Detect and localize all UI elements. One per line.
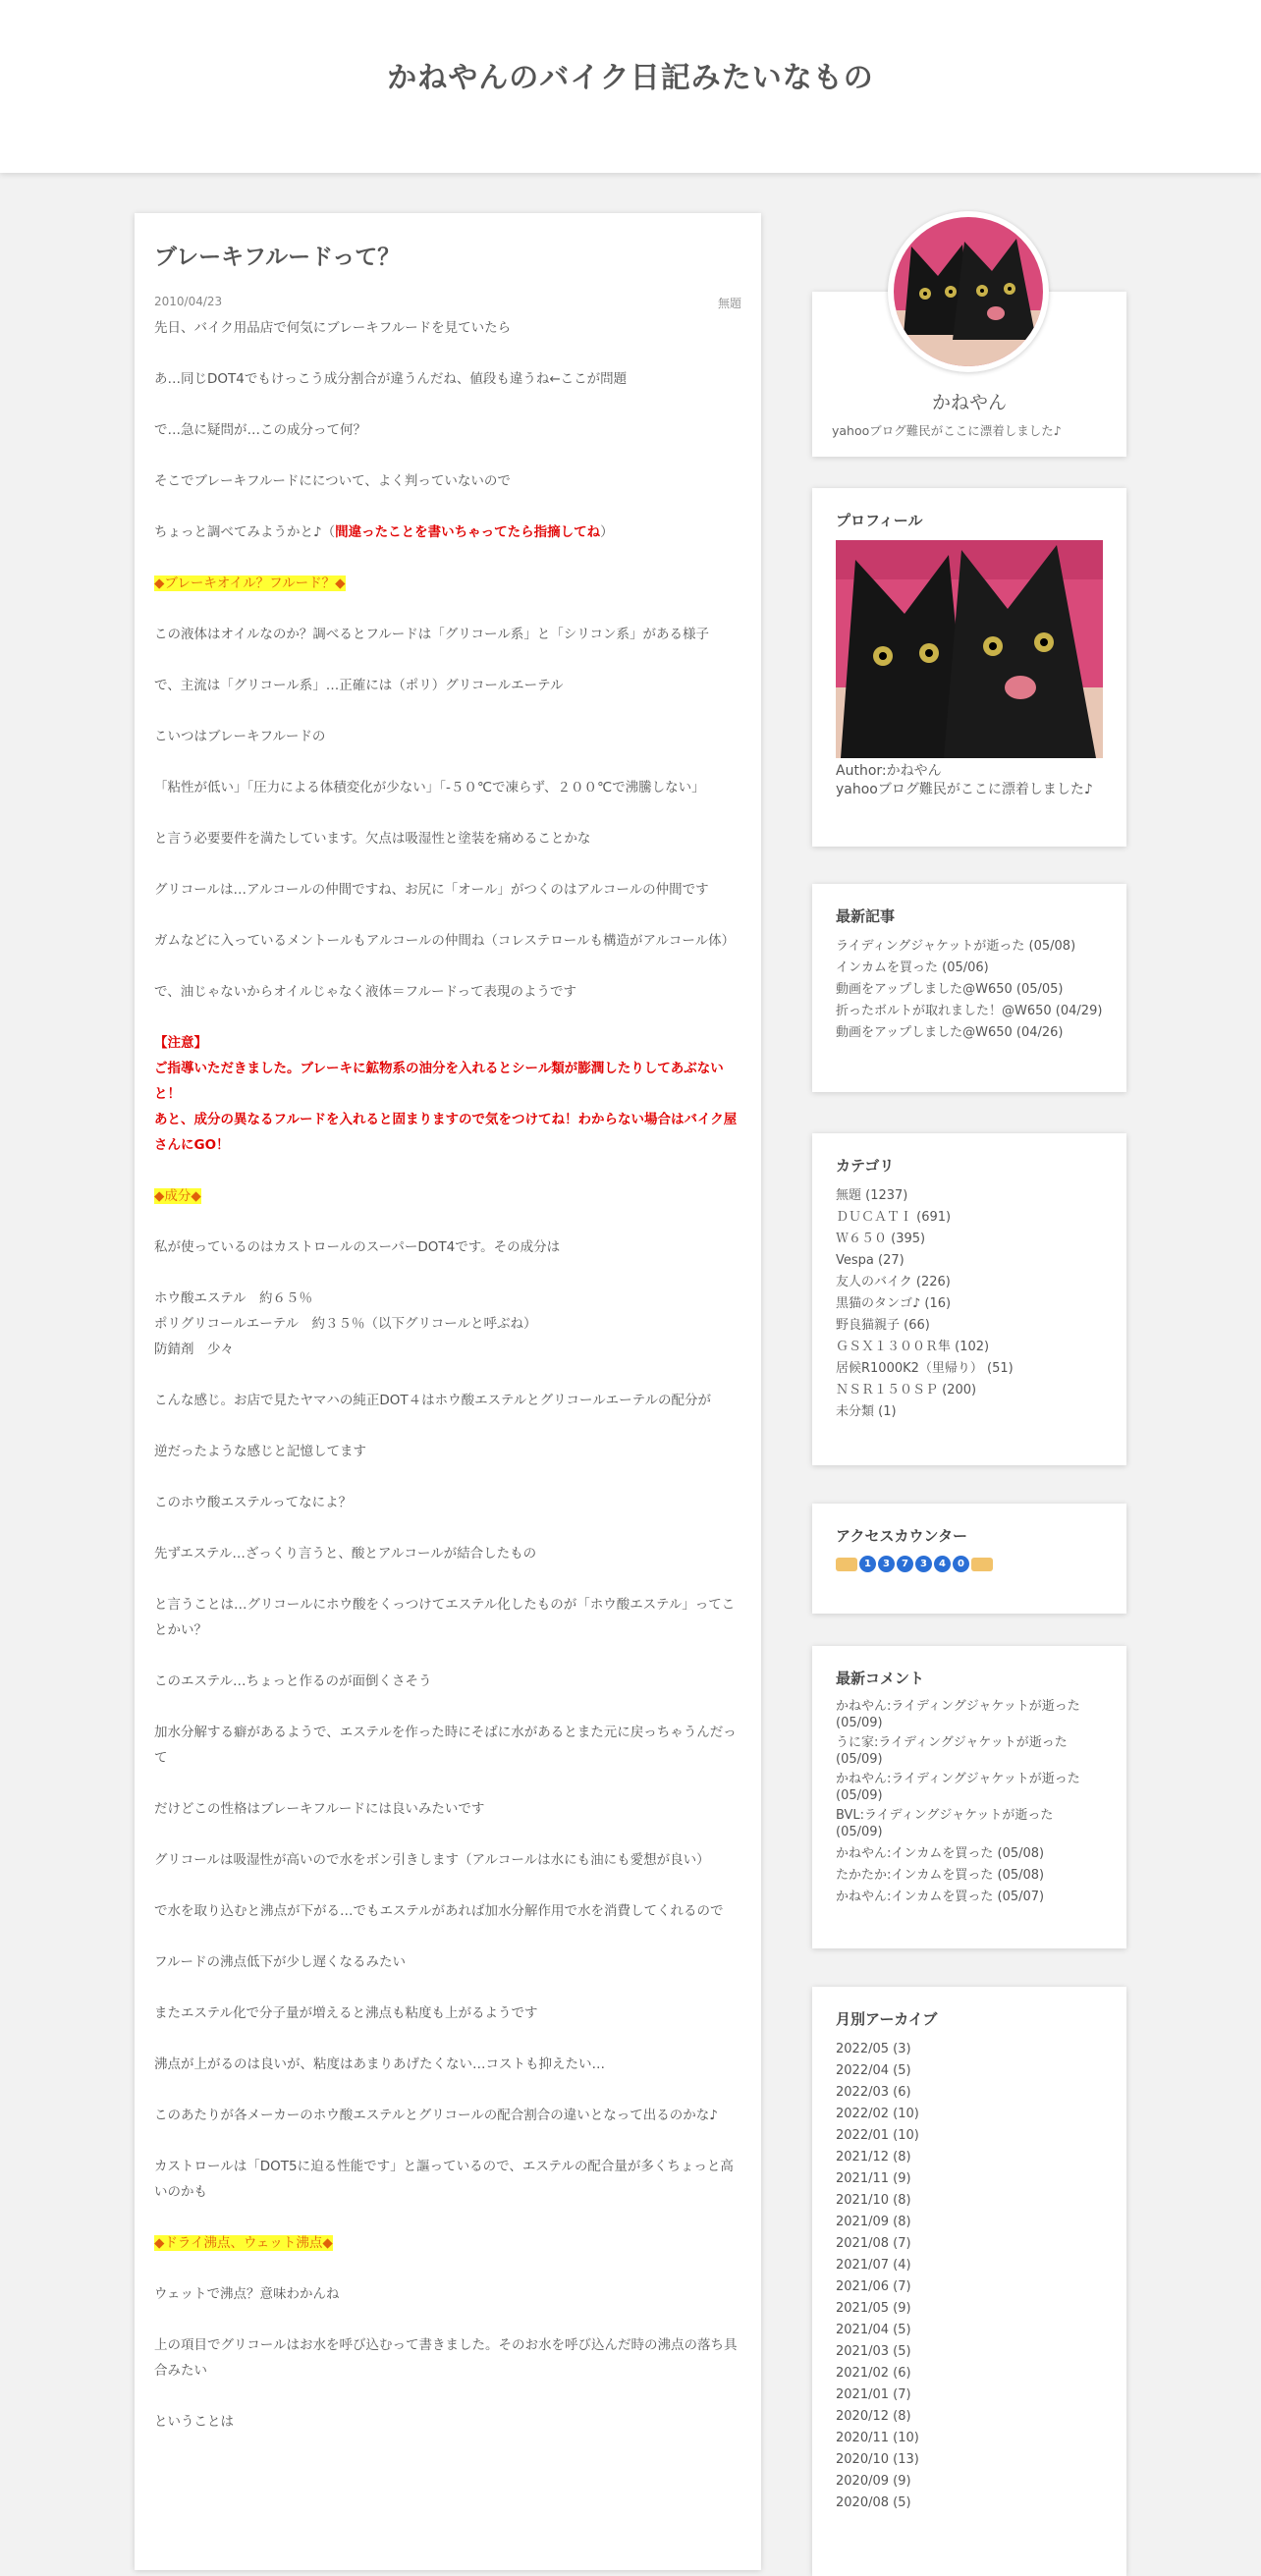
archive-link[interactable]: 2022/02 (10) [836,2107,919,2121]
article-paragraph: ということは [154,2414,234,2430]
article-paragraph: グリコールは吸湿性が高いので水をボン引きします（アルコールは水にも油にも愛想が良い） [154,1852,710,1868]
archive-link[interactable]: 2021/02 (6) [836,2366,911,2381]
archive-link[interactable]: 2021/03 (5) [836,2344,911,2359]
profile-title: プロフィール [836,512,923,529]
article-paragraph: 逆だったような感じと記憶してます [154,1444,366,1459]
recent-comments-list [836,1698,1103,1908]
category-link[interactable]: ＮＳＲ１５０ＳＰ (200) [836,1383,977,1398]
article-paragraph: 先日、バイク用品店で何気にブレーキフルードを見ていたら [154,320,512,336]
archive-link[interactable]: 2020/10 (13) [836,2452,919,2467]
archive-link[interactable]: 2021/11 (9) [836,2171,911,2186]
black-cats-photo [894,217,1043,366]
counter-digit: 7 [897,1556,913,1572]
warning-note: 【注意】 ご指導いただきました。ブレーキに鉱物系の油分を入れるとシール類が膨潤したりしてあぶないと！ あと、成分の異なるフルードを入れると固まりますので気をつけてね！わからない場合はバイク屋さんにGO！ [154,1035,738,1153]
archive-widget [812,1987,1126,2576]
archive-link[interactable]: 2021/08 (7) [836,2236,911,2251]
article-paragraph: 沸点が上がるのは良いが、粘度はあまりあげたくない…コストも抑えたい… [154,2056,605,2072]
archive-link[interactable]: 2022/05 (3) [836,2042,911,2056]
article-paragraph: ホウ酸エステル 約６５％ ポリグリコールエーテル 約３５％（以下グリコールと呼ぶね） 防錆剤 少々 [154,1290,537,1357]
recent-post-link[interactable]: 折ったボルトが取れました！@W650 (04/29) [836,1004,1103,1018]
article-paragraph: この液体はオイルなのか？調べるとフルードは「グリコール系」と「シリコン系」がある様子 [154,627,709,642]
article-paragraph: こんな感じ。お店で見たヤマハの純正DOT４はホウ酸エステルとグリコールエーテルの配分が [154,1393,711,1408]
counter-digit: 0 [953,1556,969,1572]
archive-link[interactable]: 2021/06 (7) [836,2279,911,2294]
article-paragraph [154,1183,743,1209]
category-link[interactable]: 未分類 (1) [836,1404,897,1419]
section-heading: ◆ドライ沸点、ウェット沸点◆ [154,2235,333,2251]
recent-post-link[interactable]: ライディングジャケットが逝った (05/08) [836,939,1076,954]
recent-post-link[interactable]: インカムを買った (05/06) [836,960,989,975]
profile-photo [836,540,1103,758]
archive-link[interactable]: 2021/04 (5) [836,2323,911,2337]
article-paragraph: グリコールは…アルコールの仲間ですね、お尻に「オール」がつくのはアルコールの仲間です [154,882,709,898]
category-link[interactable]: 友人のバイク (226) [836,1275,951,1289]
counter-digit: 3 [878,1556,895,1572]
profile-widget [812,488,1126,847]
archive-link[interactable]: 2021/09 (8) [836,2215,911,2229]
emphasis-text: 間違ったことを書いちゃってたら指摘してね [335,524,601,540]
article-paragraph: 加水分解する癖があるようで、エステルを作った時にそばに水があるとまた元に戻っちゃうんだって [154,1725,737,1766]
article-paragraph: で水を取り込むと沸点が下がる…でもエステルがあれば加水分解作用で水を消費してくれるので [154,1903,724,1919]
article-paragraph: ウェットで沸点？意味わかんね [154,2286,340,2302]
archive-link[interactable]: 2020/09 (9) [836,2474,911,2489]
archive-link[interactable]: 2021/05 (9) [836,2301,911,2316]
recent-posts-widget [812,884,1126,1092]
article-paragraph: そこでブレーキフルードにについて、よく判っていないので [154,473,511,489]
article-paragraph [154,2230,743,2256]
section-heading: ◆ブレーキオイル？フルード？◆ [154,575,346,591]
avatar[interactable] [888,211,1049,372]
archive-title: 月別アーカイブ [836,2010,938,2028]
recent-comment-link[interactable]: たかたか:インカムを買った (05/08) [836,1868,1045,1883]
article-paragraph: で、油じゃないからオイルじゃなく液体＝フルードって表現のようです [154,984,576,1000]
article-paragraph: 私が使っているのはカストロールのスーパーDOT4です。その成分は [154,1239,561,1255]
recent-posts-list [836,936,1103,1044]
profile-card-desc: yahooブログ難民がここに漂着しました♪ [832,423,1062,438]
article-paragraph: このあたりが各メーカーのホウ酸エステルとグリコールの配合割合の違いとなって出るのかな♪ [154,2108,718,2123]
counter-digit: 4 [934,1556,951,1572]
article-paragraph: 上の項目でグリコールはお水を呼び込むって書きました。そのお水を呼び込んだ時の沸点の落ち具合みたい [154,2337,738,2379]
archive-link[interactable]: 2022/03 (6) [836,2085,911,2100]
article-title[interactable]: ブレーキフルードって？ [154,245,401,270]
counter-cap-right [971,1558,993,1571]
profile-card-name: かねやん [931,392,1007,413]
article-paragraph: あ…同じDOT4でもけっこう成分割合が違うんだね、値段も違うね←ここが問題 [154,371,628,387]
category-link[interactable]: ＧＳＸ１３００Ｒ隼 (102) [836,1340,990,1354]
article-paragraph: 「粘性が低い」「圧力による体積変化が少ない」「-５０℃で凍らず、２００℃で沸騰しない」 [154,780,705,795]
section-heading: ◆成分◆ [154,1188,201,1204]
category-link[interactable]: 黒猫のタンゴ♪ (16) [836,1296,952,1311]
categories-widget [812,1133,1126,1465]
article-paragraph: 先ずエステル…ざっくり言うと、酸とアルコールが結合したもの [154,1546,537,1562]
archive-list [836,2039,1103,2514]
recent-comment-link[interactable]: かねやん:ライディングジャケットが逝った (05/09) [836,1699,1080,1730]
profile-author: Author:かねやん [836,763,942,779]
recent-posts-title: 最新記事 [836,907,896,925]
archive-link[interactable]: 2020/08 (5) [836,2495,911,2510]
profile-card [812,292,1126,457]
article-paragraph: と言うことは…グリコールにホウ酸をくっつけてエステル化したものが「ホウ酸エステル」ってことかい？ [154,1597,736,1638]
recent-comment-link[interactable]: かねやん:ライディングジャケットが逝った (05/09) [836,1772,1080,1803]
profile-desc: yahooブログ難民がここに漂着しました♪ [836,782,1093,797]
categories-list [836,1185,1103,1423]
article-paragraph: カストロールは「DOT5に迫る性能です」と謳っているので、エステルの配合量が多くちょっと高いのかも [154,2159,734,2200]
recent-comment-link[interactable]: かねやん:インカムを買った (05/07) [836,1890,1045,1904]
article-body [154,315,743,2460]
article-paragraph: と言う必要要件を満たしています。欠点は吸湿性と塗装を痛めることかな [154,831,591,847]
site-header [0,0,1261,173]
article-paragraph: で…急に疑問が…この成分って何？ [154,422,366,438]
recent-post-link[interactable]: 動画をアップしました@W650 (04/26) [836,1025,1064,1040]
article-paragraph: このホウ酸エステルってなによ？ [154,1495,353,1510]
recent-comments-widget [812,1646,1126,1948]
category-link[interactable]: Vespa (27) [836,1253,905,1268]
counter-title: アクセスカウンター [836,1527,967,1545]
access-counter-widget [812,1504,1126,1614]
category-link[interactable]: 野良猫親子 (66) [836,1318,930,1333]
article-paragraph: フルードの沸点低下が少し遅くなるみたい [154,1954,406,1970]
site-title[interactable]: かねやんのバイク日記みたいなもの [387,61,874,95]
archive-link[interactable]: 2020/12 (8) [836,2409,911,2424]
archive-link[interactable]: 2021/10 (8) [836,2193,911,2208]
archive-link[interactable]: 2020/11 (10) [836,2431,919,2445]
category-link[interactable]: Ｗ６５０ (395) [836,1232,926,1246]
archive-link[interactable]: 2021/07 (4) [836,2258,911,2273]
article-paragraph: ガムなどに入っているメントールもアルコールの仲間ね（コレステロールも構造がアルコール体） [154,933,736,949]
recent-comment-link[interactable]: BVL:ライディングジャケットが逝った (05/09) [836,1808,1054,1839]
archive-link[interactable]: 2022/04 (5) [836,2063,911,2078]
category-link[interactable]: 無題 (1237) [836,1188,908,1203]
article-date: 2010/04/23 [154,295,223,308]
article-paragraph: こいつはブレーキフルードの [154,729,326,744]
category-link[interactable]: 居候R1000K2（里帰り） (51) [836,1361,1014,1376]
categories-title: カテゴリ [836,1157,895,1175]
article-card [135,213,761,2570]
access-counter [836,1556,1103,1572]
counter-digit: 1 [859,1556,876,1572]
article-paragraph: またエステル化で分子量が増えると沸点も粘度も上がるようです [154,2005,538,2021]
recent-comment-link[interactable]: うに家:ライディングジャケットが逝った (05/09) [836,1735,1068,1767]
archive-link[interactable]: 2021/01 (7) [836,2387,911,2402]
archive-link[interactable]: 2022/01 (10) [836,2128,919,2143]
recent-comment-link[interactable]: かねやん:インカムを買った (05/08) [836,1846,1045,1861]
article-category[interactable]: 無題 [717,297,741,310]
recent-comments-title: 最新コメント [836,1670,925,1687]
article-paragraph: ちょっと調べてみようかと♪（間違ったことを書いちゃってたら指摘してね） [154,524,614,540]
article-paragraph: で、主流は「グリコール系」…正確には（ポリ）グリコールエーテル [154,678,564,693]
counter-digit: 3 [915,1556,932,1572]
article-paragraph: だけどこの性格はブレーキフルードには良いみたいです [154,1801,485,1817]
recent-post-link[interactable]: 動画をアップしました@W650 (05/05) [836,982,1064,997]
article-paragraph: このエステル…ちょっと作るのが面倒くさそう [154,1673,432,1689]
category-link[interactable]: ＤＵＣＡＴＩ (691) [836,1210,952,1225]
archive-link[interactable]: 2021/12 (8) [836,2150,911,2165]
counter-cap-left [836,1558,857,1571]
article-paragraph [154,571,743,596]
